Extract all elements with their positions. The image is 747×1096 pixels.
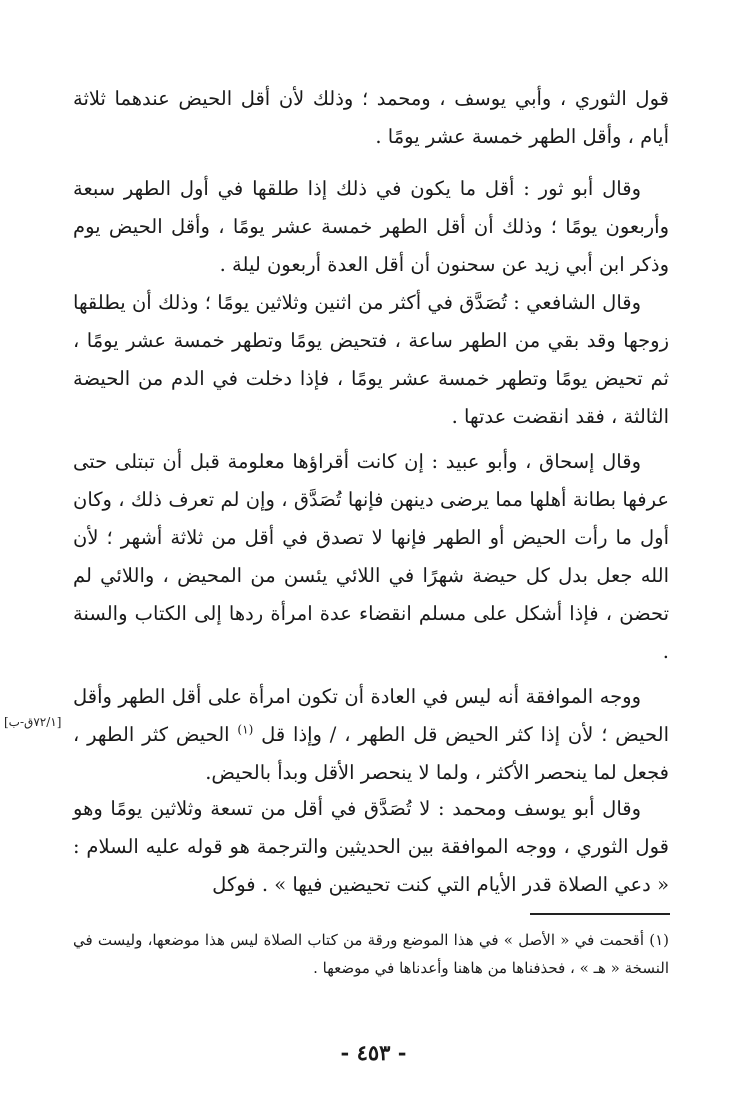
paragraph-5-text-b: الحيض كثر الطهر ، فجعل لما ينحصر الأكثر ، ولما لا ينحصر الأقل وبدأ بالحيض. (73, 723, 669, 784)
main-text-5 (73, 678, 669, 792)
footnote-marker: (١) (237, 722, 254, 737)
main-text-3 (73, 284, 669, 436)
footnote: (١) أقحمت في « الأصل » في هذا الموضع ورقة من كتاب الصلاة ليس هذا موضعها، وليست في النسخة « هـ » ، فحذفناها من هاهنا وأعدناها في موضعها . (73, 931, 669, 977)
paragraph-1: قول الثوري ، وأبي يوسف ، ومحمد ؛ وذلك لأن أقل الحيض عندهما ثلاثة أيام ، وأقل الطهر خمسة عشر يومًا . (73, 87, 669, 148)
main-text-6 (73, 790, 669, 904)
paragraph-4: وقال إسحاق ، وأبو عبيد : إن كانت أقراؤها معلومة قبل أن تبتلى حتى عرفها بطانة أهلها مما يرضى دينهن فإنها تُصَدَّق ، وإن لم تعرف ذلك ، وكان أول ما رأت الحيض أو الطهر فإنها لا تصدق في أقل من ثلاثة أشهر ؛ لأن الله جعل بدل كل حيضة شهرًا في اللائي يئسن من المحيض ، واللائي لم تحضن ، فإذا أشكل على مسلم انقضاء عدة امرأة ردها إلى الكتاب والسنة . (73, 450, 669, 663)
paragraph-3: وقال الشافعي : تُصَدَّق في أكثر من اثنين وثلاثين يومًا ؛ وذلك أن يطلقها زوجها وقد بقي من الطهر ساعة ، فتحيض يومًا وتطهر خمسة عشر يومًا ، ثم تحيض يومًا وتطهر خمسة عشر يومًا ، فإذا دخلت في الدم من الحيضة الثالثة ، فقد انقضت عدتها . (73, 291, 669, 428)
main-text-4 (73, 443, 669, 671)
main-text (73, 80, 669, 156)
main-text-2 (73, 170, 669, 284)
footnote-divider (530, 913, 670, 915)
paragraph-6: وقال أبو يوسف ومحمد : لا تُصَدَّق في أقل من تسعة وثلاثين يومًا وهو قول الثوري ، ووجه الموافقة بين الحديثين والترجمة هو قوله عليه السلام : « دعي الصلاة قدر الأيام التي كنت تحيضين فيها » . فوكل (73, 797, 669, 896)
paragraph-2: وقال أبو ثور : أقل ما يكون في ذلك إذا طلقها في أول الطهر سبعة وأربعون يومًا ؛ وذلك أن أقل الطهر خمسة عشر يومًا ، وأقل الحيض يوم وذكر ابن أبي زيد عن سحنون أن أقل العدة أربعون ليلة . (73, 177, 669, 276)
manuscript-folio-note: [٧٢/١ق-ب] (4, 715, 62, 729)
page-number: - ٤٥٣ - (340, 1040, 407, 1065)
paragraph-5-text-a: ووجه الموافقة أنه ليس في العادة أن تكون امرأة على أقل الطهر وأقل الحيض ؛ لأن إذا كثر الحيض قل الطهر ، / وإذا قل (73, 685, 669, 746)
paragraph-5 (73, 678, 669, 792)
